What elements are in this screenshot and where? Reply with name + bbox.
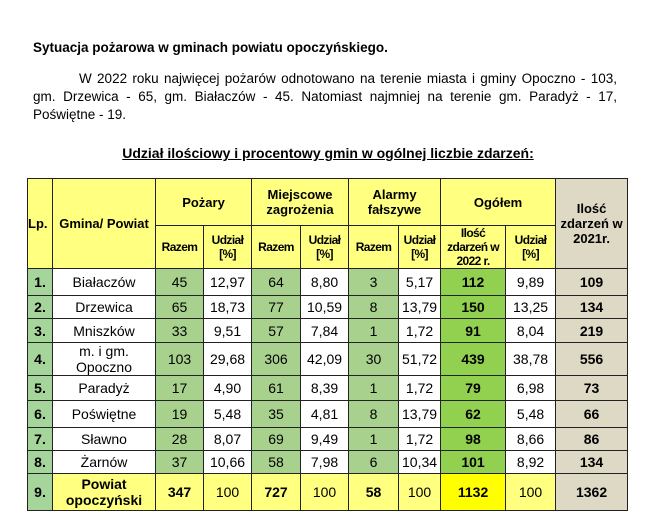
header-razem: Razem xyxy=(349,226,399,269)
cell-miejscowe-razem: 69 xyxy=(252,428,301,451)
total-lp: 9. xyxy=(28,474,53,511)
cell-miejscowe-razem: 35 xyxy=(252,401,301,428)
cell-ogolem-udzial: 6,98 xyxy=(506,376,556,401)
cell-gmina: Mniszków xyxy=(53,319,156,343)
table-row xyxy=(28,451,628,474)
cell-alarmy-razem: 8 xyxy=(349,401,399,428)
cell-alarmy-razem: 3 xyxy=(349,269,399,296)
cell-miejscowe-udzial: 42,09 xyxy=(301,343,349,376)
cell-pozary-udzial: 5,48 xyxy=(204,401,252,428)
cell-ogolem-udzial: 38,78 xyxy=(506,343,556,376)
cell-lp: 6. xyxy=(28,401,53,428)
table-row xyxy=(28,343,628,376)
header-ogolem: Ogółem xyxy=(441,179,556,226)
total-ogolem-udzial: 100 xyxy=(506,474,556,511)
total-miejscowe-razem: 727 xyxy=(252,474,301,511)
cell-pozary-razem: 28 xyxy=(156,428,204,451)
cell-miejscowe-udzial: 4,81 xyxy=(301,401,349,428)
cell-gmina: Paradyż xyxy=(53,376,156,401)
cell-pozary-udzial: 4,90 xyxy=(204,376,252,401)
cell-pozary-razem: 33 xyxy=(156,319,204,343)
cell-ilosc-2021: 109 xyxy=(556,269,628,296)
cell-gmina: Drzewica xyxy=(53,296,156,319)
cell-ilosc-2021: 219 xyxy=(556,319,628,343)
cell-ogolem-udzial: 8,04 xyxy=(506,319,556,343)
cell-ogolem-udzial: 13,25 xyxy=(506,296,556,319)
cell-miejscowe-razem: 57 xyxy=(252,319,301,343)
header-ilosc-2021: Ilość zdarzeń w 2021r. xyxy=(556,179,628,269)
cell-miejscowe-udzial: 8,39 xyxy=(301,376,349,401)
total-miejscowe-udzial: 100 xyxy=(301,474,349,511)
header-razem: Razem xyxy=(156,226,204,269)
header-udzial: Udział [%] xyxy=(204,226,252,269)
cell-miejscowe-razem: 306 xyxy=(252,343,301,376)
total-alarmy-razem: 58 xyxy=(349,474,399,511)
cell-ogolem-ilosc: 112 xyxy=(441,269,506,296)
cell-lp: 5. xyxy=(28,376,53,401)
cell-pozary-udzial: 9,51 xyxy=(204,319,252,343)
cell-alarmy-razem: 30 xyxy=(349,343,399,376)
cell-alarmy-razem: 1 xyxy=(349,428,399,451)
cell-alarmy-udzial: 13,79 xyxy=(399,401,441,428)
cell-miejscowe-razem: 61 xyxy=(252,376,301,401)
cell-ogolem-ilosc: 101 xyxy=(441,451,506,474)
cell-lp: 1. xyxy=(28,269,53,296)
cell-pozary-udzial: 8,07 xyxy=(204,428,252,451)
cell-pozary-razem: 19 xyxy=(156,401,204,428)
cell-pozary-razem: 17 xyxy=(156,376,204,401)
cell-ilosc-2021: 73 xyxy=(556,376,628,401)
total-row xyxy=(28,474,628,511)
cell-ogolem-ilosc: 62 xyxy=(441,401,506,428)
header-alarmy: Alarmy fałszywe xyxy=(349,179,441,226)
table-row xyxy=(28,319,628,343)
cell-ogolem-udzial: 5,48 xyxy=(506,401,556,428)
cell-lp: 3. xyxy=(28,319,53,343)
cell-lp: 7. xyxy=(28,428,53,451)
cell-alarmy-razem: 6 xyxy=(349,451,399,474)
table-row xyxy=(28,428,628,451)
total-ogolem-ilosc: 1132 xyxy=(441,474,506,511)
cell-ogolem-ilosc: 79 xyxy=(441,376,506,401)
cell-gmina: Poświętne xyxy=(53,401,156,428)
total-gmina: Powiat opoczyński xyxy=(53,474,156,511)
total-pozary-razem: 347 xyxy=(156,474,204,511)
cell-pozary-udzial: 29,68 xyxy=(204,343,252,376)
cell-ilosc-2021: 86 xyxy=(556,428,628,451)
cell-gmina: Sławno xyxy=(53,428,156,451)
summary-paragraph: W 2022 roku najwięcej pożarów odnotowano na terenie miasta i gminy Opoczno - 103, gm. Drzewica - 65, gm. Białaczów - 45. Natomiast najmniej na terenie gm. Paradyż - 17, Poświętne - 19. xyxy=(33,71,617,122)
total-alarmy-udzial: 100 xyxy=(399,474,441,511)
cell-alarmy-udzial: 5,17 xyxy=(399,269,441,296)
cell-pozary-udzial: 12,97 xyxy=(204,269,252,296)
cell-ogolem-udzial: 8,92 xyxy=(506,451,556,474)
total-ilosc-2021: 1362 xyxy=(556,474,628,511)
cell-lp: 8. xyxy=(28,451,53,474)
cell-miejscowe-udzial: 9,49 xyxy=(301,428,349,451)
cell-gmina: Żarnów xyxy=(53,451,156,474)
section-heading: Sytuacja pożarowa w gminach powiatu opoczyńskiego. xyxy=(33,40,388,55)
cell-ogolem-udzial: 9,89 xyxy=(506,269,556,296)
cell-ogolem-ilosc: 91 xyxy=(441,319,506,343)
cell-gmina: Białaczów xyxy=(53,269,156,296)
header-lp: Lp. xyxy=(28,179,53,269)
table-row xyxy=(28,376,628,401)
cell-miejscowe-razem: 64 xyxy=(252,269,301,296)
cell-ilosc-2021: 134 xyxy=(556,296,628,319)
cell-miejscowe-udzial: 8,80 xyxy=(301,269,349,296)
cell-ogolem-ilosc: 150 xyxy=(441,296,506,319)
cell-alarmy-udzial: 10,34 xyxy=(399,451,441,474)
header-razem: Razem xyxy=(252,226,301,269)
cell-alarmy-udzial: 1,72 xyxy=(399,319,441,343)
cell-miejscowe-razem: 58 xyxy=(252,451,301,474)
cell-miejscowe-udzial: 7,84 xyxy=(301,319,349,343)
cell-alarmy-razem: 1 xyxy=(349,376,399,401)
header-ilosc-2022: Ilość zdarzeń w 2022 r. xyxy=(441,226,506,269)
header-pozary: Pożary xyxy=(156,179,252,226)
total-pozary-udzial: 100 xyxy=(204,474,252,511)
cell-pozary-udzial: 18,73 xyxy=(204,296,252,319)
cell-alarmy-razem: 1 xyxy=(349,319,399,343)
cell-alarmy-razem: 8 xyxy=(349,296,399,319)
cell-miejscowe-udzial: 10,59 xyxy=(301,296,349,319)
cell-ilosc-2021: 66 xyxy=(556,401,628,428)
cell-pozary-razem: 45 xyxy=(156,269,204,296)
cell-pozary-razem: 65 xyxy=(156,296,204,319)
cell-ogolem-ilosc: 439 xyxy=(441,343,506,376)
cell-pozary-razem: 103 xyxy=(156,343,204,376)
table-row xyxy=(28,269,628,296)
cell-ilosc-2021: 556 xyxy=(556,343,628,376)
cell-miejscowe-udzial: 7,98 xyxy=(301,451,349,474)
statistics-table xyxy=(27,178,628,511)
header-udzial: Udział [%] xyxy=(301,226,349,269)
header-udzial: Udział [%] xyxy=(506,226,556,269)
header-gmina: Gmina/ Powiat xyxy=(53,179,156,269)
header-udzial: Udział [%] xyxy=(399,226,441,269)
header-miejscowe: Miejscowe zagrożenia xyxy=(252,179,349,226)
table-row xyxy=(28,296,628,319)
cell-alarmy-udzial: 51,72 xyxy=(399,343,441,376)
cell-ilosc-2021: 134 xyxy=(556,451,628,474)
cell-alarmy-udzial: 1,72 xyxy=(399,428,441,451)
table-row xyxy=(28,401,628,428)
cell-ogolem-ilosc: 98 xyxy=(441,428,506,451)
cell-gmina: m. i gm. Opoczno xyxy=(53,343,156,376)
cell-ogolem-udzial: 8,66 xyxy=(506,428,556,451)
cell-pozary-udzial: 10,66 xyxy=(204,451,252,474)
cell-alarmy-udzial: 13,79 xyxy=(399,296,441,319)
table-title: Udział ilościowy i procentowy gmin w ogólnej liczbie zdarzeń: xyxy=(122,145,534,161)
cell-pozary-razem: 37 xyxy=(156,451,204,474)
cell-lp: 2. xyxy=(28,296,53,319)
cell-lp: 4. xyxy=(28,343,53,376)
cell-alarmy-udzial: 1,72 xyxy=(399,376,441,401)
cell-miejscowe-razem: 77 xyxy=(252,296,301,319)
